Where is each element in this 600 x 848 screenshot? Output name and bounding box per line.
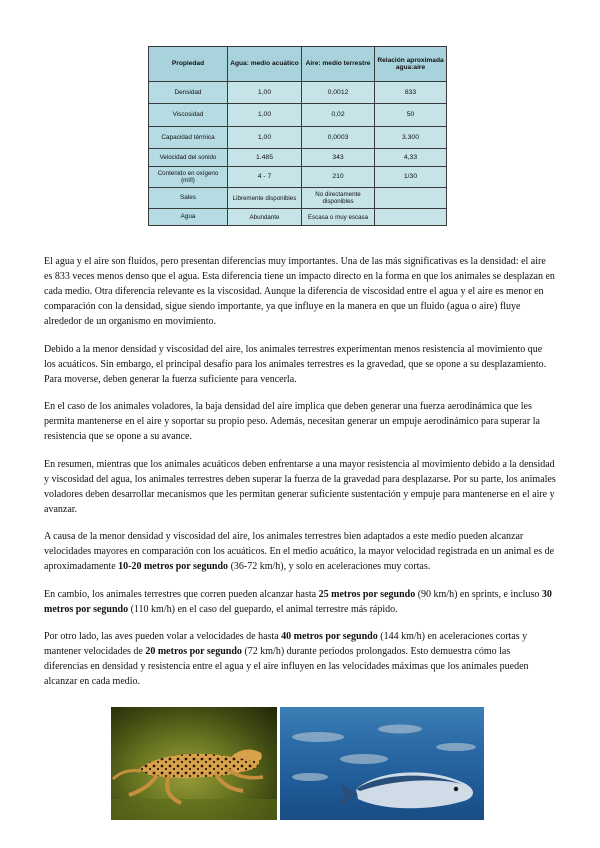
cell-air: 0,0003 (302, 127, 375, 149)
cell-ratio (375, 188, 447, 209)
table-row (149, 188, 447, 209)
cell-air: 343 (302, 149, 375, 167)
table-row (149, 167, 447, 188)
cell-air: No directamente disponibles (302, 188, 375, 209)
cell-ratio: 50 (375, 104, 447, 127)
row-label: Velocidad del sonido (149, 149, 228, 167)
table-row (149, 149, 447, 167)
paragraph-summary: En resumen, mientras que los animales acuáticos deben enfrentarse a una mayor resistencia al movimiento debido a la densidad y viscosidad del agua, los animales terrestres deben superar la fuerza de la gravedad para desplazarse. Por su parte, los animales voladores deben desarrollar mecanismos que les permitan generar suficiente sustentación y empuje para mantenerse en el aire y avanzar. (44, 458, 556, 515)
cell-ratio (375, 209, 447, 226)
table-row (149, 209, 447, 226)
cheetah-photo (111, 707, 277, 820)
properties-table (148, 46, 447, 226)
properties-table-container (148, 46, 446, 226)
row-label: Contenido en oxígeno (ml/l) (149, 167, 228, 188)
paragraph-fluids: El agua y el aire son fluidos, pero presentan diferencias muy importantes. Una de las más significativas es la densidad: el aire es 833 veces menos denso que el agua. Esta diferencia tiene un impacto directo en la forma en que los animales se desplazan en cada medio. Otra diferencia relevante es la viscosidad. Aunque la diferencia de viscosidad entre el agua y el aire es menor en comparación con la densidad, sigue siendo importante, ya que influye en la manera en que un fluido (agua o aire) fluye alrededor de un organismo en movimiento. (44, 256, 555, 327)
cell-air: 0,02 (302, 104, 375, 127)
paragraph-flyers: En el caso de los animales voladores, la baja densidad del aire implica que deben generar una fuerza aerodinámica que les permita mantenerse en el aire y soportar su propio peso. Además, necesitan generar un empuje aerodinámico para superar la resistencia que se opone a su avance. (44, 401, 540, 442)
header-water: Agua: medio acuático (228, 47, 302, 82)
cell-air: Escasa o muy escasa (302, 209, 375, 226)
row-label: Sales (149, 188, 228, 209)
cell-water: Libremente disponibles (228, 188, 302, 209)
cell-water: Abundante (228, 209, 302, 226)
paragraph-resistance: Debido a la menor densidad y viscosidad del aire, los animales terrestres experimentan menos resistencia al movimiento que los acuáticos. Sin embargo, el principal desafío para los animales terrestres es la gravedad, que se opone a su desplazamiento. Para moverse, deben generar la fuerza suficiente para vencerla. (44, 343, 547, 385)
cell-water: 1,00 (228, 104, 302, 127)
paragraph-bird-speed: Por otro lado, las aves pueden volar a velocidades de hasta 40 metros por segundo (144 km/h) en aceleraciones cortas y mantener velocidades de 20 metros por segundo (72 km/h) durante periodos prolongados. Esto demuestra cómo las diferencias en densidad y resistencia entre el agua y el aire influyen en las velocidades máximas que los animales pueden alcanzar en cada medio. (44, 631, 529, 687)
cell-ratio: 3.300 (375, 127, 447, 149)
cell-air: 210 (302, 167, 375, 188)
cell-water: 1,00 (228, 127, 302, 149)
cell-water: 4 - 7 (228, 167, 302, 188)
table-row (149, 82, 447, 104)
row-label: Viscosidad (149, 104, 228, 127)
paragraph-terrestrial-speed: En cambio, los animales terrestres que corren pueden alcanzar hasta 25 metros por segundo (90 km/h) en sprints, e incluso 30 metros por segundo (110 km/h) en el caso del guepardo, el animal terrestre más rápido. (44, 588, 552, 615)
cell-water: 1.485 (228, 149, 302, 167)
row-label: Capacidad térmica (149, 127, 228, 149)
table-row (149, 104, 447, 127)
paragraph-aquatic-speed: A causa de la menor densidad y viscosidad del aire, los animales terrestres bien adaptados a este medio pueden alcanzar velocidades mayores en comparación con los acuáticos. En el medio acuático, la mayor velocidad registrada en un animal es de aproximadamente 10-20 metros por segundo (36-72 km/h), y solo en aceleraciones muy cortas. (44, 531, 555, 572)
row-label: Densidad (149, 82, 228, 104)
header-ratio: Relación aproximada agua:aire (375, 47, 447, 82)
cell-ratio: 833 (375, 82, 447, 104)
table-header-row (149, 47, 447, 82)
row-label: Agua (149, 209, 228, 226)
tuna-photo (280, 707, 484, 820)
header-air: Aire: medio terrestre (302, 47, 375, 82)
body-text (44, 254, 556, 702)
cell-ratio: 1/30 (375, 167, 447, 188)
cell-air: 0,0012 (302, 82, 375, 104)
cell-water: 1,00 (228, 82, 302, 104)
table-row (149, 127, 447, 149)
cell-ratio: 4,33 (375, 149, 447, 167)
header-property: Propiedad (149, 47, 228, 82)
